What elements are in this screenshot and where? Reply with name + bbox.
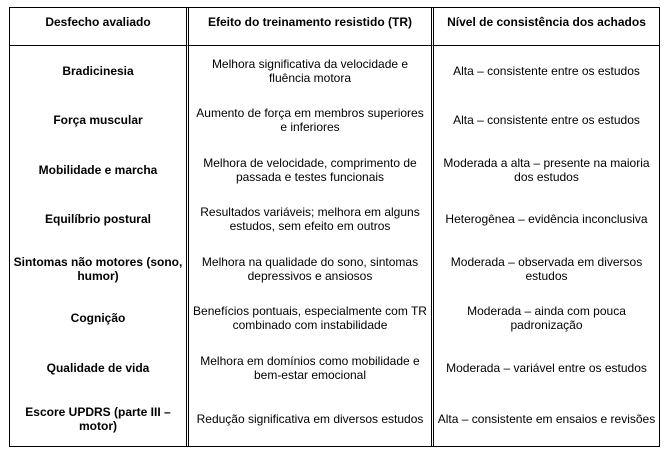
cell-consistency: Moderada – ainda com pouca padronização	[467, 304, 626, 333]
header-effect: Efeito do treinamento resistido (TR)	[189, 8, 434, 46]
cell-outcome: Qualidade de vida	[10, 343, 189, 392]
cell-outcome: Escore UPDRS (parte III – motor)	[10, 392, 189, 446]
cell-outcome: Força muscular	[10, 95, 189, 144]
cell-outcome: Equilíbrio postural	[10, 194, 189, 243]
cell-outcome: Cognição	[10, 293, 189, 342]
cell-effect: Melhora na qualidade do sono, sintomas depressivos e ansiosos	[189, 244, 434, 293]
cell-effect: Benefícios pontuais, especialmente com TR combinado com instabilidade	[189, 293, 434, 342]
cell-consistency: Alta – consistente entre os estudos	[453, 113, 640, 128]
cell-consistency: Heterogênea – evidência inconclusiva	[445, 212, 648, 227]
cell-consistency: Moderada a alta – presente na maioria dos estudos	[443, 155, 650, 184]
table-row	[10, 95, 659, 144]
cell-outcome: Bradicinesia	[10, 46, 189, 95]
cell-consistency: Moderada – variável entre os estudos	[446, 360, 647, 375]
table-row	[10, 145, 659, 194]
cell-outcome: Sintomas não motores (sono, humor)	[10, 244, 189, 293]
cell-consistency: Alta – consistente entre os estudos	[453, 63, 640, 78]
cell-effect: Melhora significativa da velocidade e fluência motora	[189, 46, 434, 95]
table-row	[10, 244, 659, 293]
cell-effect: Melhora em domínios como mobilidade e bem-estar emocional	[189, 343, 434, 392]
table-row	[10, 392, 659, 446]
table-row	[10, 343, 659, 392]
cell-effect: Aumento de força em membros superiores e inferiores	[189, 95, 434, 144]
cell-effect: Redução significativa em diversos estudos	[189, 392, 434, 446]
cell-outcome: Mobilidade e marcha	[10, 145, 189, 194]
header-row	[10, 8, 659, 46]
table-row	[10, 46, 659, 95]
results-table	[9, 7, 660, 447]
header-consistency: Nível de consistência dos achados	[434, 8, 659, 46]
cell-consistency: Alta – consistente em ensaios e revisões	[437, 412, 656, 427]
cell-effect: Resultados variáveis; melhora em alguns estudos, sem efeito em outros	[189, 194, 434, 243]
cell-effect: Melhora de velocidade, comprimento de passada e testes funcionais	[189, 145, 434, 194]
results-table-container	[9, 7, 658, 447]
table-row	[10, 194, 659, 243]
table-row	[10, 293, 659, 342]
cell-consistency: Moderada – observada em diversos estudos	[450, 254, 643, 283]
header-outcome: Desfecho avaliado	[10, 8, 189, 46]
